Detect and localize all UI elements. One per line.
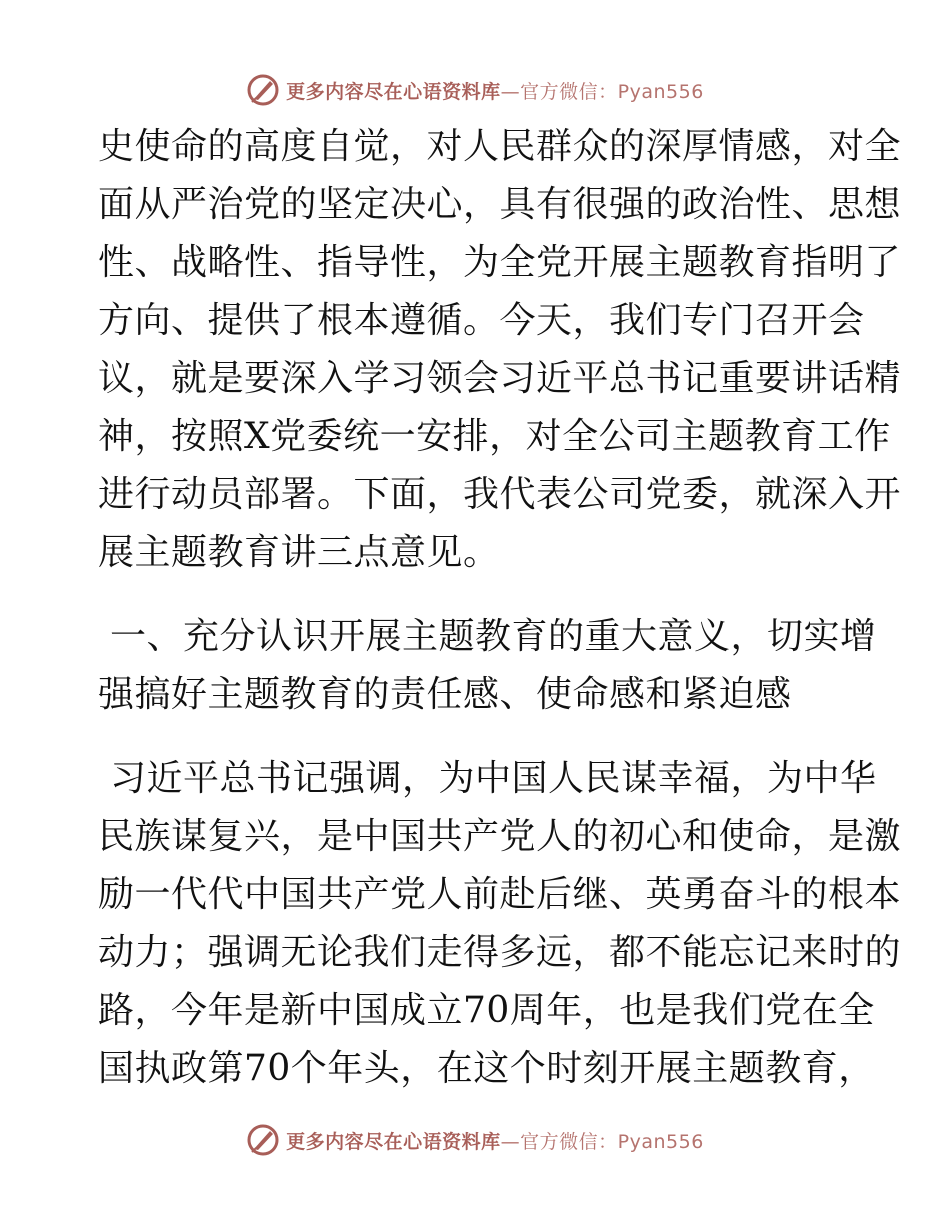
watermark-wechat: 官方微信：Pyan556	[520, 1130, 704, 1153]
watermark-text	[286, 77, 704, 104]
footer-watermark-banner	[0, 1120, 950, 1160]
watermark-text	[286, 1127, 704, 1154]
text-line: 展主题教育讲三点意见。	[98, 532, 500, 573]
text-line: 动力；强调无论我们走得多远，都不能忘记来时的	[98, 932, 902, 973]
watermark-dash: —	[500, 80, 521, 103]
text-line: 议，就是要深入学习领会习近平总书记重要讲话精	[98, 358, 902, 399]
watermark-dash: —	[500, 1130, 521, 1153]
watermark-brand: 更多内容尽在心语资料库	[286, 80, 501, 103]
text-line: 国执政第70个年头，在这个时刻开展主题教育，	[98, 1048, 875, 1089]
quill-pen-logo-icon	[246, 73, 280, 107]
watermark-brand: 更多内容尽在心语资料库	[286, 1130, 501, 1153]
text-line: 习近平总书记强调，为中国人民谋幸福，为中华	[98, 758, 877, 799]
text-line: 民族谋复兴，是中国共产党人的初心和使命，是激	[98, 816, 902, 857]
text-line: 性、战略性、指导性，为全党开展主题教育指明了	[98, 242, 902, 283]
text-line: 神，按照X党委统一安排，对全公司主题教育工作	[98, 416, 891, 457]
paragraph-section-1	[98, 750, 902, 1098]
text-line: 路，今年是新中国成立70周年，也是我们党在全	[98, 990, 875, 1031]
document-body	[98, 118, 902, 1098]
text-line: 励一代代中国共产党人前赴后继、英勇奋斗的根本	[98, 874, 902, 915]
text-line: 进行动员部署。下面，我代表公司党委，就深入开	[98, 474, 902, 515]
text-line: 面从严治党的坚定决心，具有很强的政治性、思想	[98, 184, 902, 225]
watermark-wechat: 官方微信：Pyan556	[520, 80, 704, 103]
header-watermark-banner	[0, 70, 950, 110]
section-heading-1	[98, 608, 877, 724]
heading-line: 强搞好主题教育的责任感、使命感和紧迫感	[98, 674, 792, 715]
text-line: 方向、提供了根本遵循。今天，我们专门召开会	[98, 300, 865, 341]
quill-pen-logo-icon	[246, 1123, 280, 1157]
heading-line: 一、充分认识开展主题教育的重大意义，切实增	[98, 616, 877, 657]
paragraph-intro	[98, 118, 902, 582]
text-line: 史使命的高度自觉，对人民群众的深厚情感，对全	[98, 126, 902, 167]
